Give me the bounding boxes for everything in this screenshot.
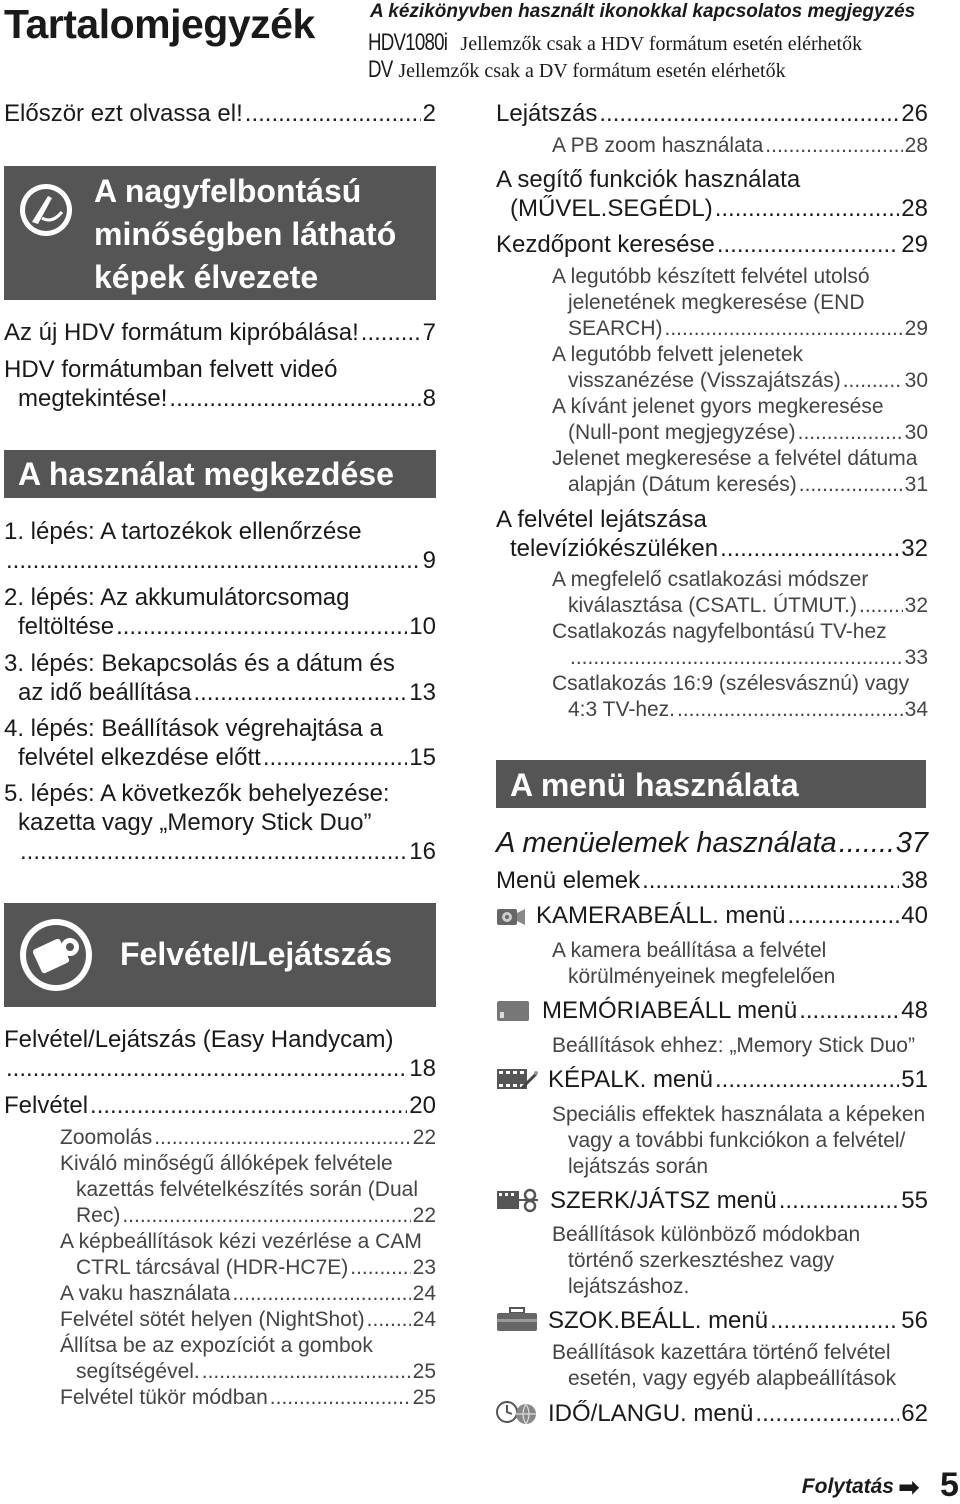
toc-entry[interactable]: HDV formátumban felvett videó megtekintése! ..... 8	[4, 355, 436, 413]
toc-entry[interactable]: Menü elemek ..... 38	[496, 866, 928, 895]
section-header-menu	[496, 760, 926, 808]
toc-entry[interactable]: A felvétel lejátszása televíziókészüléken ..... 32	[496, 505, 928, 563]
menu-description: Speciális effektek használata a képeken vagy a további funkciókon a felvétel/ lejátszás során	[552, 1103, 926, 1178]
toc-subentry[interactable]: Állítsa be az expozíciót a gombok segítségével. ..... 25	[60, 1333, 436, 1385]
toc-entry[interactable]: 5. lépés: A következők behelyezése: kazetta vagy „Memory Stick Duo” ..... 16	[4, 779, 436, 866]
toc-subentry[interactable]: Zoomolás ..... 22	[60, 1125, 436, 1151]
icon-notes-heading: A kézikönyvben használt ikonokkal kapcsolatos megjegyzés	[370, 1, 916, 22]
section-header-hd	[4, 166, 436, 300]
menu-entry[interactable]: KAMERABEÁLL. menü ..... 40	[496, 901, 928, 930]
toc-entry[interactable]: A menüelemek használata ..... 37	[496, 826, 928, 860]
toc-subentry[interactable]: A vaku használata ..... 24	[60, 1281, 436, 1307]
dv-tag: DV	[368, 56, 393, 83]
continue-label: Folytatás	[801, 1475, 894, 1498]
menu-entry[interactable]: MEMÓRIABEÁLL menü ..... 48	[496, 996, 928, 1025]
section-title: A menü használata	[510, 767, 799, 803]
toc-subentry[interactable]: Jelenet megkeresése a felvétel dátuma alapján (Dátum keresés) ..... 31	[552, 446, 928, 498]
camcorder-icon	[18, 917, 98, 993]
toc-entry[interactable]: Kezdőpont keresése ..... 29	[496, 230, 928, 259]
section-title: A nagyfelbontású minőségben látható képek élvezete	[94, 173, 397, 295]
toc-subentry[interactable]: A PB zoom használata ..... 28	[552, 133, 928, 159]
hdv-tag: HDV1080i	[368, 29, 448, 56]
section-header-recording	[4, 903, 436, 1007]
toc-subentry[interactable]: Kiváló minőségű állóképek felvétele kazettás felvételkészítés során (Dual Rec) ..... 22	[60, 1151, 436, 1229]
toc-entry[interactable]: Az új HDV formátum kipróbálása! ..... 7	[4, 318, 436, 347]
toc-subentry[interactable]: Felvétel tükör módban ..... 25	[60, 1385, 436, 1411]
arrow-right-icon: ➡	[898, 1472, 920, 1502]
toc-subentry[interactable]: A megfelelő csatlakozási módszer kiválasztása (CSATL. ÚTMUT.) ..... 32	[552, 567, 928, 619]
hd-logo-icon	[18, 182, 74, 238]
toc-entry[interactable]: Felvétel ..... 20	[4, 1091, 436, 1120]
toc-entry[interactable]: A segítő funkciók használata (MŰVEL.SEGÉDL) ..... 28	[496, 165, 928, 223]
section-title: A használat megkezdése	[18, 456, 394, 492]
menu-entry[interactable]: KÉPALK. menü ..... 51	[496, 1065, 928, 1094]
toc-entry[interactable]: Először ezt olvassa el! ..... 2	[4, 99, 436, 128]
section-title: Felvétel/Lejátszás	[120, 936, 393, 972]
toc-subentry[interactable]: A legutóbb készített felvétel utolsó jelenetének megkeresése (END SEARCH) ..... 29	[552, 264, 928, 342]
menu-description: Beállítások különböző módokban történő szerkesztéshez vagy lejátszáshoz.	[552, 1223, 861, 1298]
menu-description: Beállítások kazettára történő felvétel esetén, vagy egyéb alapbeállítások	[552, 1341, 897, 1390]
dv-note-text: Jellemzők csak a DV formátum esetén elérhetők	[398, 60, 786, 82]
toc-subentry[interactable]: A legutóbb felvett jelenetek visszanézése (Visszajátszás) ..... 30	[552, 342, 928, 394]
menu-entry[interactable]: SZERK/JÁTSZ menü ..... 55	[496, 1186, 928, 1215]
toc-entry[interactable]: 1. lépés: A tartozékok ellenőrzése ..... 9	[4, 517, 436, 575]
section-header-start	[4, 450, 436, 498]
menu-description: A kamera beállítása a felvétel körülményeinek megfelelően	[552, 939, 836, 988]
hdv-note	[368, 30, 862, 57]
toc-subentry[interactable]: A képbeállítások kézi vezérlése a CAM CTRL tárcsával (HDR-HC7E) ..... 23	[60, 1229, 436, 1281]
menu-entry[interactable]: IDŐ/LANGU. menü ..... 62	[496, 1399, 928, 1428]
toc-entry[interactable]: 4. lépés: Beállítások végrehajtása a felvétel elkezdése előtt ..... 15	[4, 714, 436, 772]
dv-note	[368, 57, 786, 84]
toc-entry[interactable]: 2. lépés: Az akkumulátorcsomag feltöltése ..... 10	[4, 583, 436, 641]
toc-subentry[interactable]: Felvétel sötét helyen (NightShot) ..... 24	[60, 1307, 436, 1333]
toc-entry[interactable]: Felvétel/Lejátszás (Easy Handycam) ..... 18	[4, 1025, 436, 1083]
toc-subentry[interactable]: Csatlakozás nagyfelbontású TV-hez ..... 33	[552, 619, 928, 671]
toc-subentry[interactable]: Csatlakozás 16:9 (szélesvásznú) vagy 4:3 TV-hez. ..... 34	[552, 671, 928, 723]
page-title: Tartalomjegyzék	[4, 1, 315, 47]
menu-entry[interactable]: SZOK.BEÁLL. menü ..... 56	[496, 1306, 928, 1335]
hdv-note-text: Jellemzők csak a HDV formátum esetén elérhetők	[460, 33, 863, 55]
menu-description: Beállítások ehhez: „Memory Stick Duo”	[552, 1034, 915, 1057]
toc-subentry[interactable]: A kívánt jelenet gyors megkeresése (Null-pont megjegyzése) ..... 30	[552, 394, 928, 446]
toc-entry[interactable]: Lejátszás ..... 26	[496, 99, 928, 128]
toc-entry[interactable]: 3. lépés: Bekapcsolás és a dátum és az idő beállítása ..... 13	[4, 649, 436, 707]
page-number: 5	[940, 1466, 959, 1504]
